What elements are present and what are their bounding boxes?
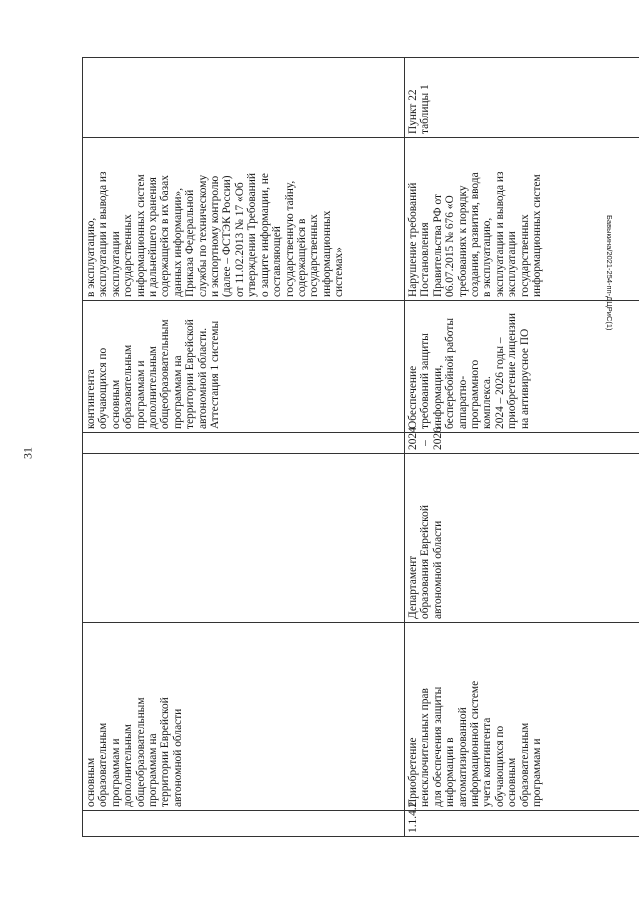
- cell-period: [83, 433, 405, 454]
- program-table: [82, 57, 544, 837]
- cell-activity: Приобретение неисключительных прав для обеспечения защиты информации в автоматизированной информационной системе учета контингента обучающихся по основным образовательным программам и: [405, 623, 639, 811]
- cell-consequence: в эксплуатацию, эксплуатации и вывода из эксплуатации государственных информационных систем и дальнейшего хранения содержащейся в их базах данных информации», Приказа Федеральной службы по техническому и экспортному контролю (далее – ФСТЭК России) от 11.02.2013 № 17 «Об утверждении Требований о защите информации, не составляющей государственную тайну, содержащейся в государственных информационных системах»: [83, 138, 405, 301]
- cell-consequence: Нарушение требований Постановления Правительства РФ от 06.07.2015 № 676 «О требованиях к порядку создания, развития, ввода в эксплуатацию, эксплуатации и вывода из эксплуатации государственных информационных систем: [405, 138, 639, 301]
- cell-activity: основным образовательным программам и дополнительным общеобразовательным программам на территории Еврейской автономной области: [83, 623, 405, 811]
- cell-responsible: Департамент образования Еврейской автономной области: [405, 454, 639, 623]
- cell-responsible: [83, 454, 405, 623]
- cell-link: Пункт 22 таблицы 1: [405, 57, 639, 138]
- cell-number: 1.1.4.2: [405, 811, 639, 837]
- table-row-continued: [82, 57, 405, 837]
- cell-link: [83, 57, 405, 138]
- cell-result: Обеспечение требований защиты информации, бесперебойной работы аппаратно- программного комплекса. 2024 – 2026 годы – приобретение лицензии на антивирусное ПО: [405, 301, 639, 433]
- cell-period: 2024 – 2026: [405, 433, 639, 454]
- page-number: 31: [20, 447, 35, 459]
- cell-number: [83, 811, 405, 837]
- table-row-1142: [404, 57, 639, 837]
- document-code-text: Бавыкина/2021-254-пп-ДЦРиС(1): [605, 215, 614, 331]
- cell-result: контингента обучающихся по основным образовательным программам и дополнительным общеобразовательным программам на территории Еврейской автономной области. Аттестация 1 системы: [83, 301, 405, 433]
